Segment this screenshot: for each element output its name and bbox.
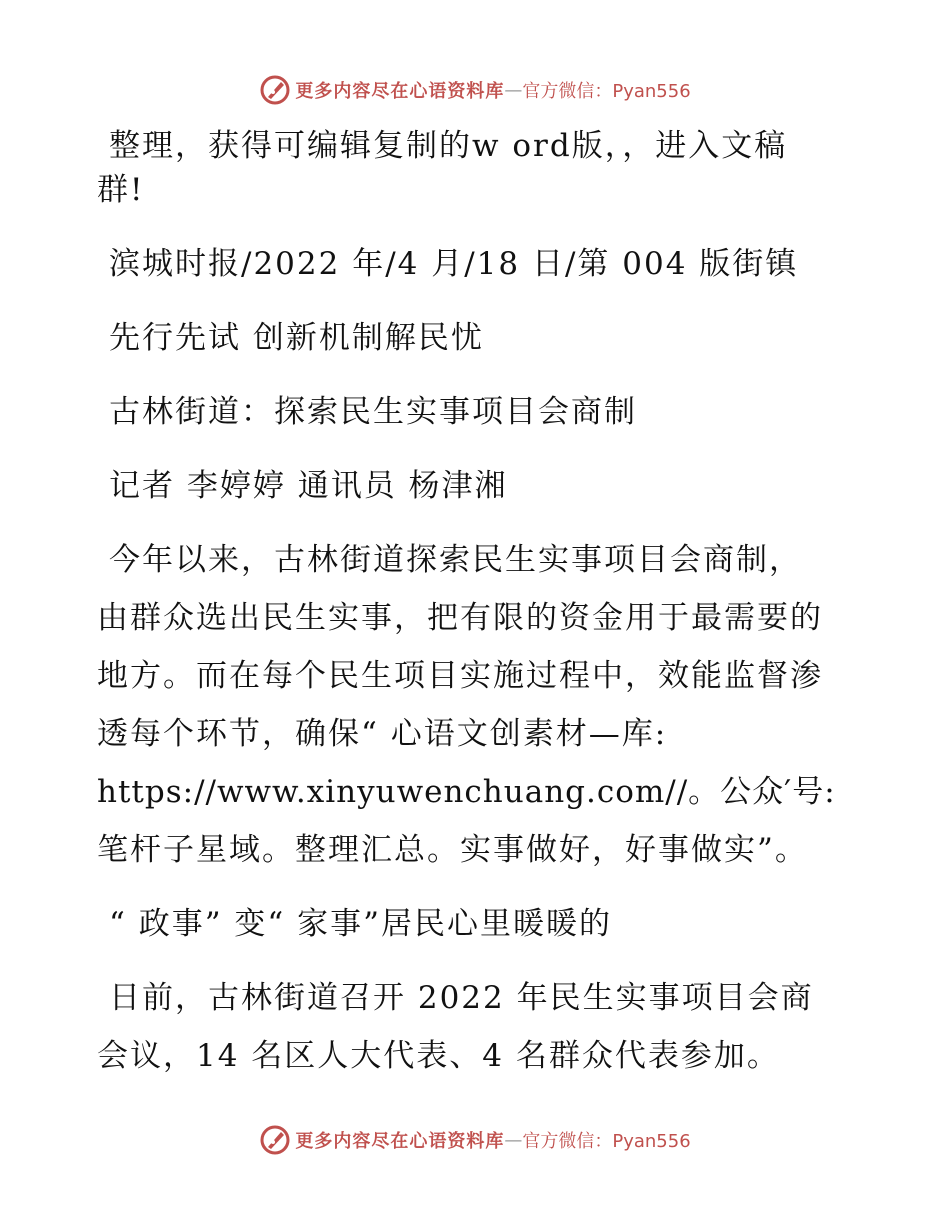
body-line: 会议，14 名区人大代表、4 名群众代表参加。 — [97, 1038, 780, 1074]
watermark-contact: 官方微信：Pyan556 — [522, 81, 691, 102]
body-line: 地方。而在每个民生项目实施过程中，效能监督渗 — [97, 658, 823, 694]
watermark-dash: — — [504, 1129, 523, 1151]
body-line: 透每个环节，确保“ 心语文创素材—库: — [97, 716, 668, 752]
subheading-line: “ 政事” 变“ 家事”居民心里暖暖的 — [109, 906, 612, 942]
headline-line: 先行先试 创新机制解民忧 — [109, 320, 484, 356]
body-line: 群! — [97, 172, 145, 208]
watermark-text: 更多内容尽在心语资料库 — [295, 1131, 505, 1152]
watermark-text: 更多内容尽在心语资料库 — [295, 81, 505, 102]
body-line: 整理，获得可编辑复制的w ord版，，进入文稿 — [109, 128, 788, 164]
watermark-dash: — — [504, 79, 523, 101]
footer-watermark — [0, 1120, 950, 1160]
body-line: 今年以来，古林街道探索民生实事项目会商制， — [109, 542, 802, 578]
pen-circle-logo-icon — [259, 1124, 291, 1156]
body-line: 日前，古林街道召开 2022 年民生实事项目会商 — [109, 980, 814, 1016]
byline: 记者 李婷婷 通讯员 杨津湘 — [109, 468, 508, 504]
pen-circle-logo-icon — [259, 74, 291, 106]
header-watermark — [0, 70, 950, 110]
document-body — [97, 124, 857, 1078]
headline-line: 古林街道：探索民生实事项目会商制 — [109, 394, 637, 430]
watermark-contact: 官方微信：Pyan556 — [522, 1131, 691, 1152]
body-line: 笔杆子星域。整理汇总。实事做好，好事做实”。 — [97, 832, 808, 868]
publication-line: 滨城时报/2022 年/4 月/18 日/第 004 版街镇 — [109, 246, 799, 282]
body-line-url: https://www.xinyuwenchuang.com//。公众′号: — [97, 774, 836, 810]
body-line: 由群众选出民生实事，把有限的资金用于最需要的 — [97, 600, 823, 636]
